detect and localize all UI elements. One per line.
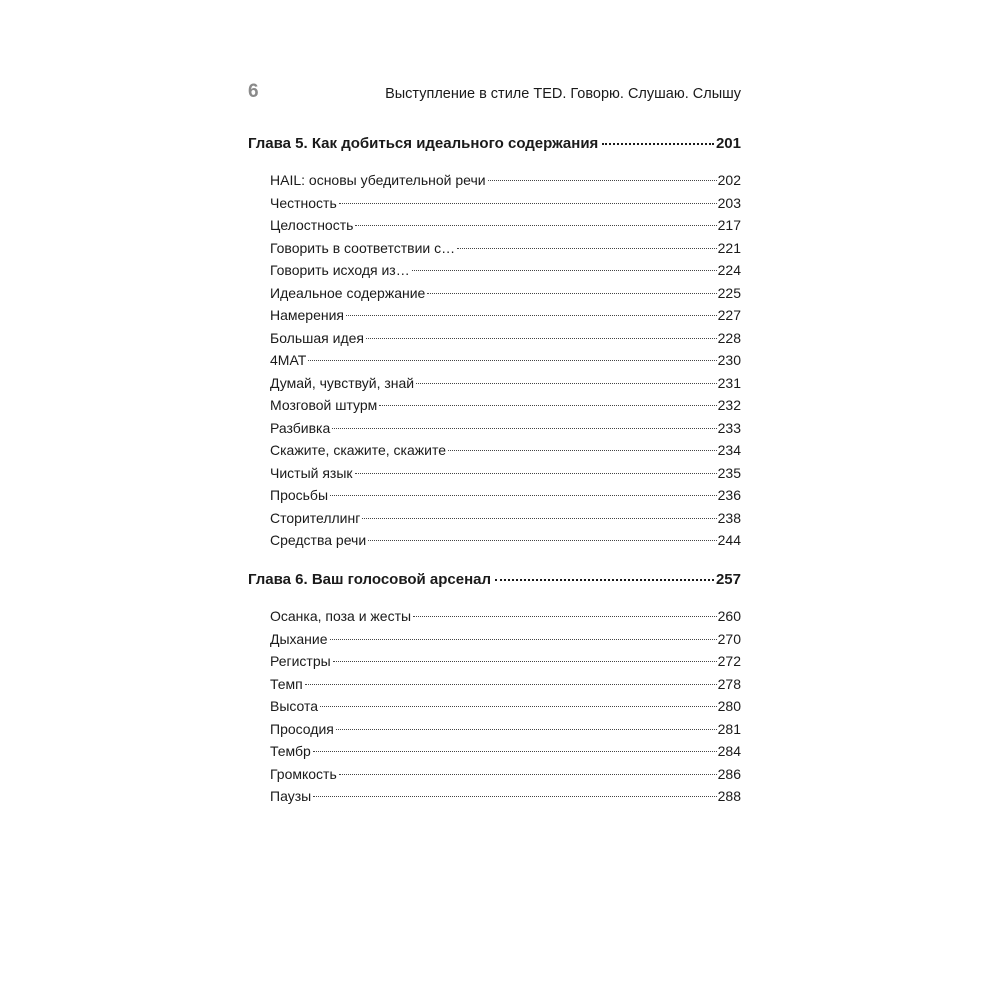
toc-entry[interactable] xyxy=(270,259,741,282)
toc-entry[interactable] xyxy=(270,462,741,485)
dot-leader xyxy=(457,248,717,249)
toc-entry[interactable] xyxy=(270,695,741,718)
dot-leader xyxy=(330,639,717,640)
entry-page-number: 225 xyxy=(717,284,741,301)
entry-title: Говорить исходя из… xyxy=(270,262,410,278)
dot-leader xyxy=(355,225,716,226)
entry-title: Тембр xyxy=(270,743,311,759)
entry-title: Темп xyxy=(270,675,303,692)
toc-entry[interactable] xyxy=(270,169,741,192)
entry-page-number: 232 xyxy=(717,397,741,413)
chapter-5-section xyxy=(248,134,741,552)
toc-entry[interactable] xyxy=(270,529,741,552)
entry-title: Громкость xyxy=(270,765,337,782)
entry-page-number: 227 xyxy=(717,307,741,323)
entry-page-number: 203 xyxy=(717,194,741,211)
toc-entry[interactable] xyxy=(270,192,741,215)
entry-page-number: 278 xyxy=(717,675,741,692)
entry-title: Большая идея xyxy=(270,329,364,346)
entry-page-number: 286 xyxy=(717,765,741,782)
running-header: Выступление в стиле TED. Говорю. Слушаю. Слышу xyxy=(385,86,741,102)
entry-page-number: 224 xyxy=(717,262,741,278)
entry-title: Разбивка xyxy=(270,419,331,436)
entry-title: HAIL: основы убедительной речи xyxy=(270,172,486,188)
dot-leader xyxy=(416,383,717,384)
entry-page-number: 244 xyxy=(717,532,741,548)
chapter-page-number: 201 xyxy=(715,135,741,152)
entry-title: Дыхание xyxy=(270,630,328,647)
dot-leader xyxy=(313,796,716,797)
toc-entry-list xyxy=(248,169,741,552)
dot-leader xyxy=(320,706,717,707)
chapter-6-section xyxy=(248,570,741,808)
entry-page-number: 221 xyxy=(717,239,741,256)
dot-leader xyxy=(336,729,717,730)
dot-leader xyxy=(366,338,717,339)
entry-page-number: 234 xyxy=(717,442,741,458)
toc-entry[interactable] xyxy=(270,718,741,741)
entry-page-number: 228 xyxy=(717,329,741,346)
toc-entry[interactable] xyxy=(270,740,741,763)
chapter-6-heading[interactable] xyxy=(248,570,741,590)
entry-title: Паузы xyxy=(270,788,312,804)
entry-page-number: 235 xyxy=(717,464,741,481)
chapter-page-number: 257 xyxy=(715,571,741,588)
toc-entry[interactable] xyxy=(270,417,741,440)
entry-title: Просьбы xyxy=(270,487,329,503)
entry-title: Осанка, поза и жесты xyxy=(270,608,412,624)
chapter-title: Глава 6. Ваш голосовой арсенал xyxy=(248,571,492,588)
toc-entry[interactable] xyxy=(270,763,741,786)
toc-entry-list xyxy=(248,605,741,808)
entry-page-number: 230 xyxy=(717,352,741,368)
entry-page-number: 238 xyxy=(717,509,741,526)
dot-leader xyxy=(346,315,717,316)
entry-page-number: 288 xyxy=(717,788,741,804)
toc-entry[interactable] xyxy=(270,650,741,673)
dot-leader xyxy=(339,774,717,775)
entry-page-number: 260 xyxy=(717,608,741,624)
entry-page-number: 233 xyxy=(717,419,741,436)
entry-page-number: 217 xyxy=(717,217,741,233)
entry-page-number: 270 xyxy=(717,630,741,647)
entry-page-number: 236 xyxy=(717,487,741,503)
toc-entry[interactable] xyxy=(270,394,741,417)
toc-entry[interactable] xyxy=(270,372,741,395)
entry-title: Высота xyxy=(270,698,319,714)
entry-title: Сторителлинг xyxy=(270,509,361,526)
toc-entry[interactable] xyxy=(270,237,741,260)
dot-leader xyxy=(305,684,717,685)
entry-title: Чистый язык xyxy=(270,464,353,481)
toc-entry[interactable] xyxy=(270,214,741,237)
dot-leader xyxy=(602,143,714,145)
dot-leader xyxy=(308,360,716,361)
dot-leader xyxy=(362,518,716,519)
entry-title: Намерения xyxy=(270,307,345,323)
dot-leader xyxy=(332,428,716,429)
entry-title: Мозговой штурм xyxy=(270,397,378,413)
chapter-title: Глава 5. Как добиться идеального содержания xyxy=(248,135,599,152)
entry-title: Просодия xyxy=(270,720,334,737)
dot-leader xyxy=(427,293,716,294)
dot-leader xyxy=(330,495,717,496)
entry-page-number: 284 xyxy=(717,743,741,759)
entry-title: Средства речи xyxy=(270,532,367,548)
toc-entry[interactable] xyxy=(270,628,741,651)
dot-leader xyxy=(313,751,717,752)
dot-leader xyxy=(413,616,717,617)
entry-page-number: 280 xyxy=(717,698,741,714)
dot-leader xyxy=(488,180,717,181)
dot-leader xyxy=(379,405,716,406)
toc-entry[interactable] xyxy=(270,327,741,350)
entry-page-number: 231 xyxy=(717,374,741,391)
toc-entry[interactable] xyxy=(270,349,741,372)
entry-title: Идеальное содержание xyxy=(270,284,426,301)
toc-entry[interactable] xyxy=(270,785,741,808)
dot-leader xyxy=(412,270,717,271)
entry-page-number: 272 xyxy=(717,653,741,669)
toc-entry[interactable] xyxy=(270,304,741,327)
toc-entry[interactable] xyxy=(270,673,741,696)
page-number: 6 xyxy=(248,81,259,102)
entry-title: Регистры xyxy=(270,653,331,669)
chapter-5-heading[interactable] xyxy=(248,134,741,154)
toc-entry[interactable] xyxy=(270,605,741,628)
toc-entry[interactable] xyxy=(270,484,741,507)
dot-leader xyxy=(448,450,717,451)
entry-title: 4MAT xyxy=(270,352,307,368)
dot-leader xyxy=(368,540,717,541)
dot-leader xyxy=(333,661,717,662)
toc-entry[interactable] xyxy=(270,507,741,530)
dot-leader xyxy=(355,473,717,474)
entry-title: Целостность xyxy=(270,217,354,233)
entry-title: Думай, чувствуй, знай xyxy=(270,374,415,391)
toc-entry[interactable] xyxy=(270,439,741,462)
entry-title: Честность xyxy=(270,194,337,211)
entry-title: Говорить в соответствии с… xyxy=(270,239,456,256)
dot-leader xyxy=(339,203,717,204)
entry-page-number: 202 xyxy=(717,172,741,188)
toc-entry[interactable] xyxy=(270,282,741,305)
entry-title: Скажите, скажите, скажите xyxy=(270,442,447,458)
entry-page-number: 281 xyxy=(717,720,741,737)
dot-leader xyxy=(495,579,714,581)
